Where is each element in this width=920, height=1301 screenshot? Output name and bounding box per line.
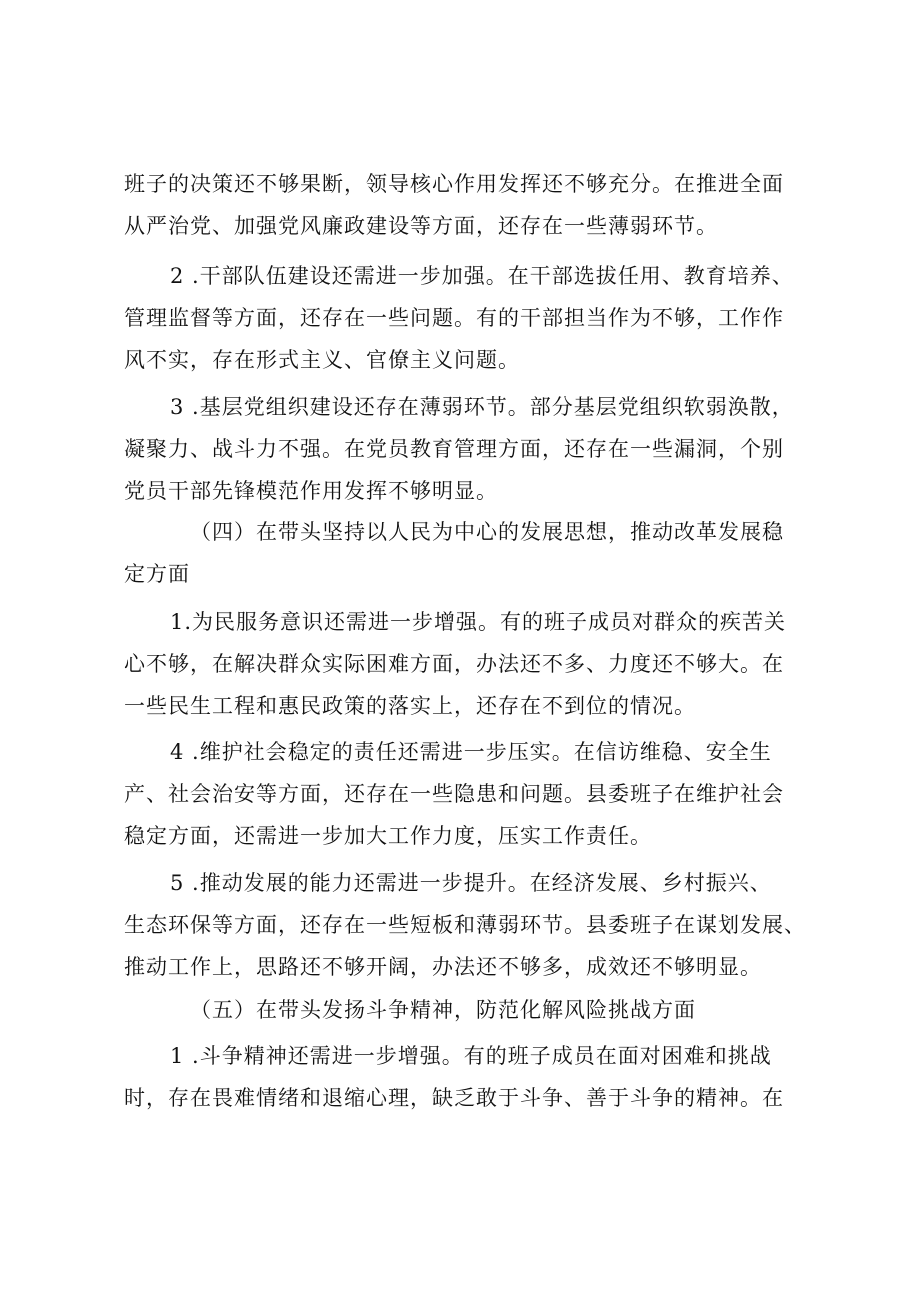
list-item-heading: 2 .干部队伍建设还需进一步加强。在干部选拔任用、教育培养、 (170, 264, 794, 288)
text-line: 心不够，在解决群众实际困难方面，办法还不多、力度还不够大。在 (124, 652, 784, 676)
section-heading: （五）在带头发扬斗争精神，防范化解风险挑战方面 (190, 998, 696, 1022)
text-line: 生态环保等方面，还存在一些短板和薄弱环节。县委班子在谋划发展、 (124, 913, 806, 937)
text-line: 党员干部先锋模范作用发挥不够明显。 (124, 479, 498, 503)
text-line: 稳定方面，还需进一步加大工作力度，压实工作责任。 (124, 824, 652, 848)
section-heading-continued: 定方面 (124, 562, 190, 586)
list-item-heading: 1 .斗争精神还需进一步增强。有的班子成员在面对困难和挑战 (170, 1044, 772, 1068)
list-item-heading: 1.为民服务意识还需进一步增强。有的班子成员对群众的疾苦关 (170, 610, 787, 634)
text-line: 产、社会治安等方面，还存在一些隐患和问题。县委班子在维护社会 (124, 782, 784, 806)
text-line: 凝聚力、战斗力不强。在党员教育管理方面，还存在一些漏洞，个别 (124, 437, 784, 461)
text-line: 时，存在畏难情绪和退缩心理，缺乏敢于斗争、善于斗争的精神。在 (124, 1086, 784, 1110)
section-heading: （四）在带头坚持以人民为中心的发展思想，推动改革发展稳 (190, 520, 784, 544)
text-line: 推动工作上，思路还不够开阔，办法还不够多，成效还不够明显。 (124, 955, 762, 979)
text-line: 管理监督等方面，还存在一些问题。有的干部担当作为不够，工作作 (124, 306, 784, 330)
list-item-heading: 4 .维护社会稳定的责任还需进一步压实。在信访维稳、安全生 (170, 740, 772, 764)
text-line: 班子的决策还不够果断，领导核心作用发挥还不够充分。在推进全面 (124, 172, 784, 196)
text-line: 从严治党、加强党风廉政建设等方面，还存在一些薄弱环节。 (124, 214, 718, 238)
text-line: 风不实，存在形式主义、官僚主义问题。 (124, 348, 520, 372)
list-item-heading: 3 .基层党组织建设还存在薄弱环节。部分基层党组织软弱涣散， (170, 395, 794, 419)
list-item-heading: 5 .推动发展的能力还需进一步提升。在经济发展、乡村振兴、 (170, 871, 772, 895)
text-line: 一些民生工程和惠民政策的落实上，还存在不到位的情况。 (124, 694, 696, 718)
